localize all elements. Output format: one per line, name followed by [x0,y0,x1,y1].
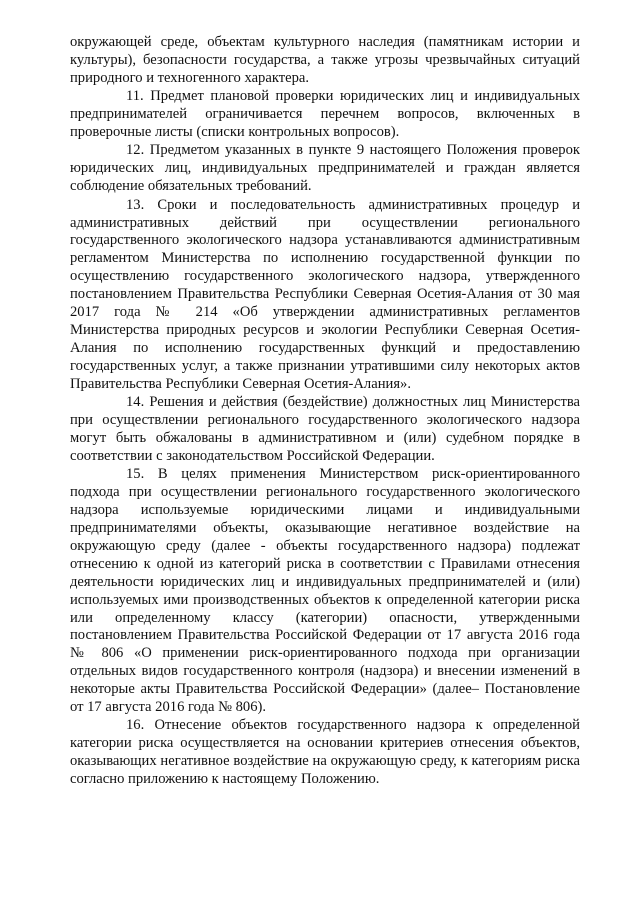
paragraph-continuation: окружающей среде, объектам культурного наследия (памятникам истории и культуры), безопасности государства, а также угрозы чрезвычайных ситуаций природного и техногенного характера. [70,34,580,86]
paragraph-11: 11. Предмет плановой проверки юридических лиц и индивидуальных предпринимателей ограничивается перечнем вопросов, включенных в проверочные листы (списки контрольных вопросов). [70,88,580,141]
paragraph-14: 14. Решения и действия (бездействие) должностных лиц Министерства при осуществлении регионального государственного экологического надзора могут быть обжалованы в административном и (или) судебном порядке в соответствии с законодательством Российской Федерации. [70,394,580,464]
paragraph-13: 13. Сроки и последовательность административных процедур и административных действий при осуществлении регионального государственного экологического надзора устанавливаются административным регламентом Министерства по исполнению государственной функции по осуществлению государственного экологического надзора, утвержденного постановлением Правительства Республики Северная Осетия-Алания от 30 мая 2017 года № 214 «Об утверждении административных регламентов Министерства природных ресурсов и экологии Республики Северная Осетия-Алания по исполнению государственных функций и предоставлению государственных услуг, а также признании утратившими силу некоторых актов Правительства Республики Северная Осетия-Алания». [70,196,580,392]
paragraph-12: 12. Предметом указанных в пункте 9 настоящего Положения проверок юридических лиц, индивидуальных предпринимателей и граждан является соблюдение обязательных требований. [70,142,580,195]
paragraph-15: 15. В целях применения Министерством риск-ориентированного подхода при осуществлении регионального государственного экологического надзора используемые юридическими лицами и индивидуальными предпринимателями объекты, оказывающие негативное воздействие на окружающую среду (далее - объекты государственного надзора) подлежат отнесению к одной из категорий риска в соответствии с Правилами отнесения деятельности юридических лиц и индивидуальных предпринимателей и (или) используемых ими производственных объектов к определенной категории риска или определенному классу (категории) опасности, утвержденными постановлением Правительства Российской Федерации от 17 августа 2016 года № 806 «О применении риск-ориентированного подхода при организации отдельных видов государственного контроля (надзора) и внесении изменений в некоторые акты Правительства Российской Федерации» (далее– Постановление от 17 августа 2016 года № 806). [70,466,580,716]
paragraph-16: 16. Отнесение объектов государственного надзора к определенной категории риска осуществляется на основании критериев отнесения объектов, оказывающих негативное воздействие на окружающую среду, к категориям риска согласно приложению к настоящему Положению. [70,717,580,788]
